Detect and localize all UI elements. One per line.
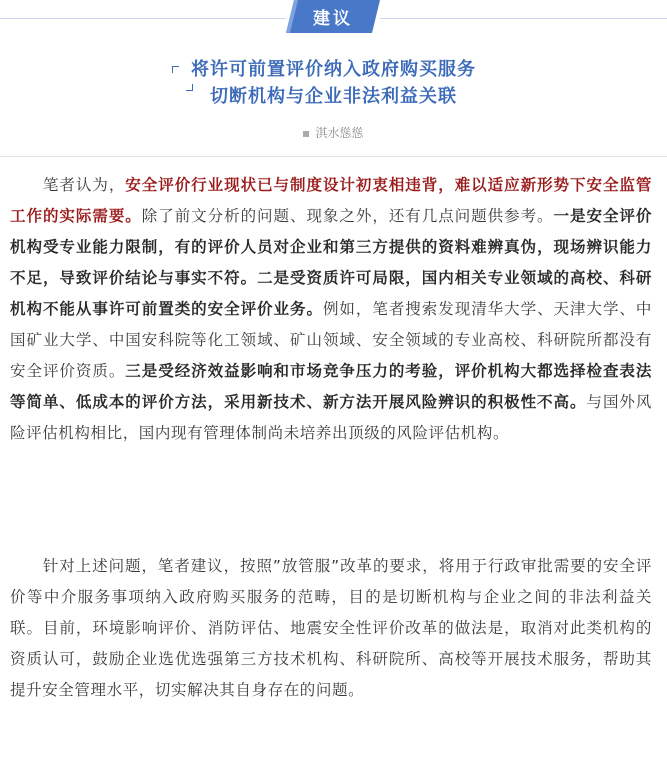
section-tag (286, 0, 380, 33)
byline (0, 124, 667, 141)
headline-line-2: 切断机构与企业非法利益关联 (210, 86, 457, 107)
p1-text-2: 除了前文分析的问题、现象之外，还有几点问题供参考。 (141, 207, 554, 225)
p1-text-1: 笔者认为， (10, 176, 126, 194)
divider (0, 156, 667, 157)
paragraph-1 (10, 170, 652, 449)
headline (0, 56, 667, 110)
p1-text-4: 与国外风险评估机构相比，国内现有管理体制尚未培养出顶级的风险评估机构。 (10, 393, 652, 442)
p1-text-3: 例如，笔者搜索发现清华大学、天津大学、中国矿业大学、中国安科院等化工领域、矿山领域、安全领域的专业高校、科研院所都没有安全评价资质。 (10, 300, 652, 380)
p1-emphasis-2: 三是受经济效益影响和市场竞争压力的考验，评价机构大都选择检查表法等简单、低成本的评价方法，采用新技术、新方法开展风险辨识的积极性不高。 (10, 362, 652, 411)
banner-line-left (0, 18, 286, 19)
p1-emphasis-red: 安全评价行业现状已与制度设计初衷相违背，难以适应新形势下安全监管工作的实际需要。 (10, 176, 652, 225)
headline-line-1: 将许可前置评价纳入政府购买服务 (191, 59, 476, 80)
author-name: 淇水慫慫 (315, 126, 364, 140)
paragraph-2: 针对上述问题，笔者建议，按照”放管服”改革的要求，将用于行政审批需要的安全评价等中介服务事项纳入政府购买服务的范畴，目的是切断机构与企业之间的非法利益关联。目前，环境影响评价、消防评估、地震安全性评价改革的做法是，取消对此类机构的资质认可，鼓励企业选优选强第三方技术机构、科研院所、高校等开展技术服务，帮助其提升安全管理水平，切实解决其自身存在的问题。 (10, 557, 652, 699)
tag-label: 建议 (313, 9, 353, 29)
section-banner (0, 0, 667, 42)
banner-line-right (380, 18, 667, 19)
p1-emphasis-1: 一是安全评价机构受专业能力限制，有的评价人员对企业和第三方提供的资料难辨真伪，现场辨识能力不足，导致评价结论与事实不符。二是受资质许可局限，国内相关专业领域的高校、科研机构不能从事许可前置类的安全评价业务。 (10, 207, 652, 318)
byline-square-icon (303, 131, 309, 137)
